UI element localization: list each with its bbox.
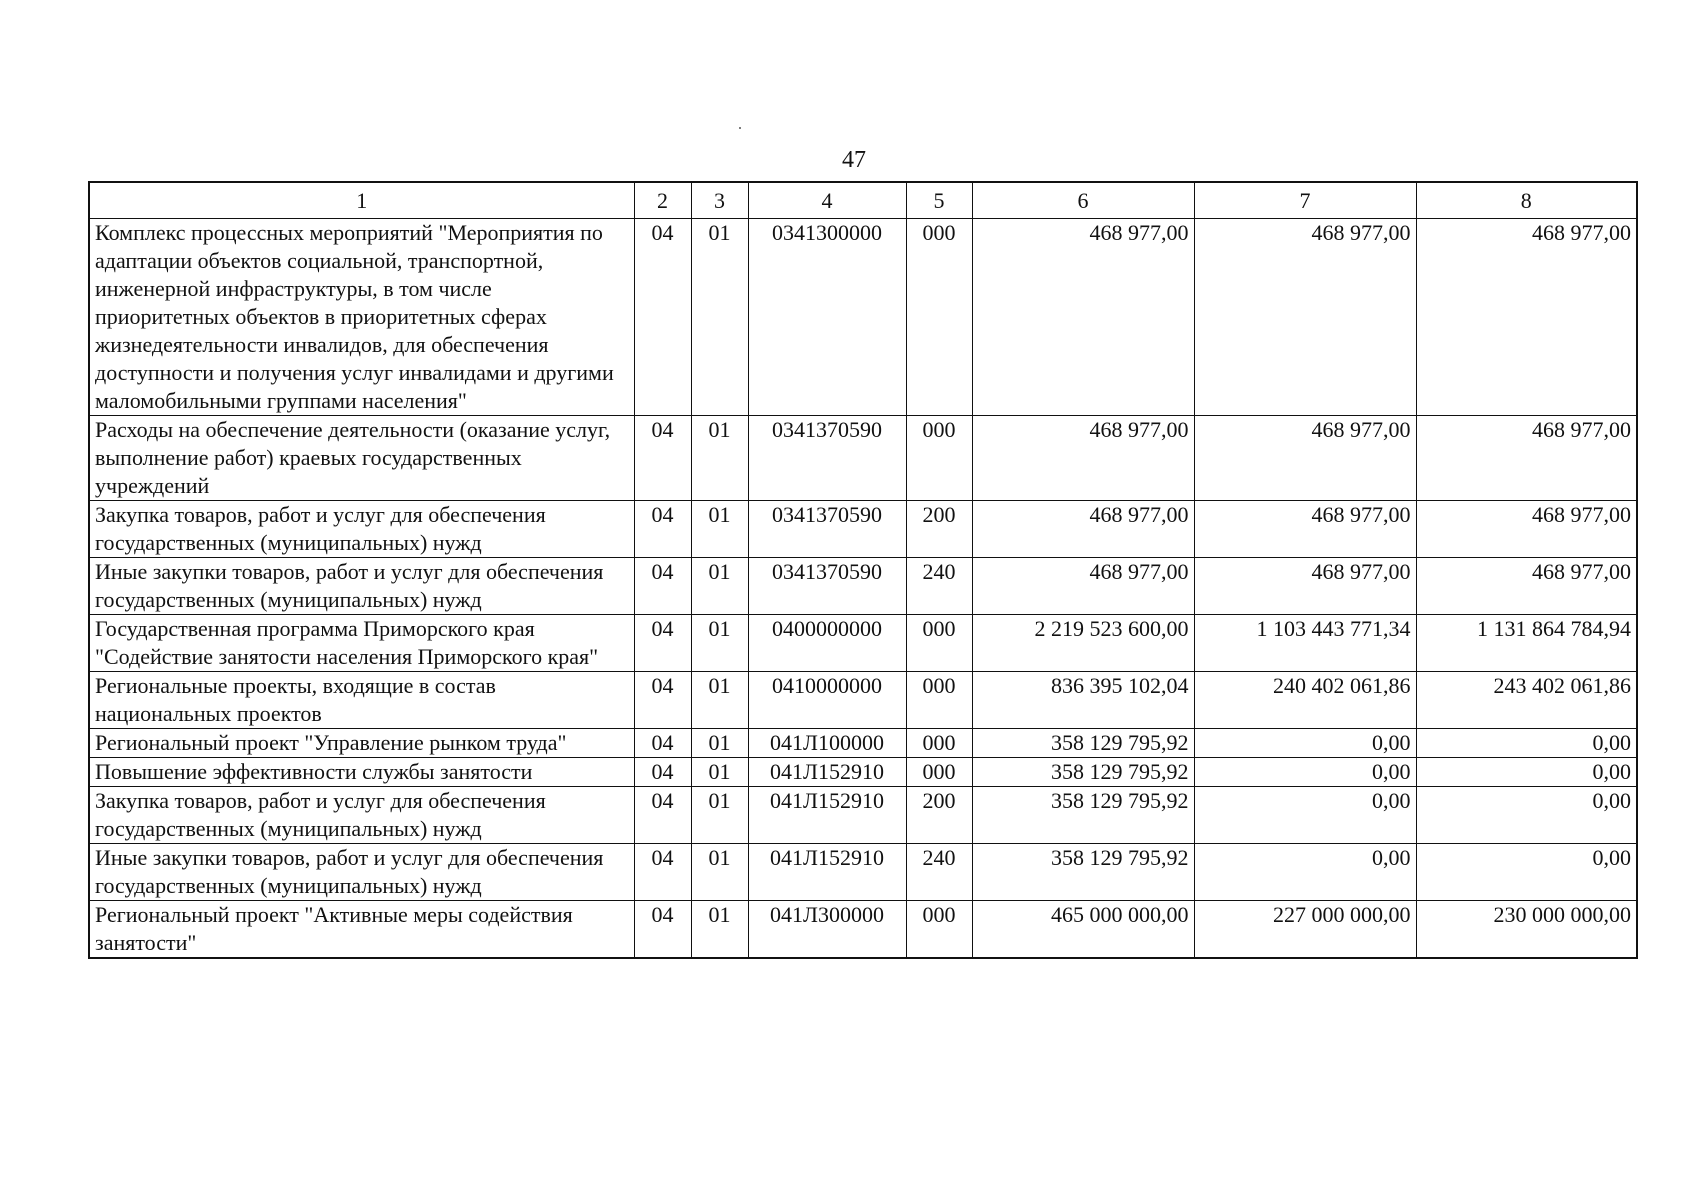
page-number: 47 xyxy=(842,147,866,173)
column-header: 7 xyxy=(1194,182,1416,219)
expense-type-code: 200 xyxy=(906,787,972,844)
target-article-code: 041Л300000 xyxy=(748,901,906,959)
row-name: Комплекс процессных мероприятий "Мероприятия по адаптации объектов социальной, транспортной, инженерной инфраструктуры, в том числе приоритетных объектов в приоритетных сферах жизнедеятельности инвалидов, для обеспечения доступности и получения услуг инвалидами и другими маломобильными группами населения" xyxy=(89,219,634,416)
column-header: 6 xyxy=(972,182,1194,219)
amount-col8: 0,00 xyxy=(1416,758,1637,787)
section-code: 04 xyxy=(634,501,691,558)
amount-col7: 240 402 061,86 xyxy=(1194,672,1416,729)
table-row xyxy=(89,416,1637,501)
row-name: Государственная программа Приморского края "Содействие занятости населения Приморского края" xyxy=(89,615,634,672)
subsection-code: 01 xyxy=(691,729,748,758)
target-article-code: 0341370590 xyxy=(748,558,906,615)
target-article-code: 0341370590 xyxy=(748,501,906,558)
row-name: Иные закупки товаров, работ и услуг для обеспечения государственных (муниципальных) нужд xyxy=(89,844,634,901)
amount-col7: 468 977,00 xyxy=(1194,416,1416,501)
amount-col6: 465 000 000,00 xyxy=(972,901,1194,959)
subsection-code: 01 xyxy=(691,901,748,959)
subsection-code: 01 xyxy=(691,787,748,844)
amount-col7: 468 977,00 xyxy=(1194,501,1416,558)
table-row xyxy=(89,501,1637,558)
section-code: 04 xyxy=(634,844,691,901)
amount-col7: 468 977,00 xyxy=(1194,219,1416,416)
amount-col6: 468 977,00 xyxy=(972,501,1194,558)
column-header: 2 xyxy=(634,182,691,219)
amount-col8: 0,00 xyxy=(1416,844,1637,901)
section-code: 04 xyxy=(634,787,691,844)
subsection-code: 01 xyxy=(691,558,748,615)
table-row xyxy=(89,844,1637,901)
amount-col6: 836 395 102,04 xyxy=(972,672,1194,729)
header-row xyxy=(89,182,1637,219)
target-article-code: 041Л152910 xyxy=(748,787,906,844)
amount-col8: 1 131 864 784,94 xyxy=(1416,615,1637,672)
expense-type-code: 240 xyxy=(906,558,972,615)
amount-col8: 230 000 000,00 xyxy=(1416,901,1637,959)
row-name: Расходы на обеспечение деятельности (оказание услуг, выполнение работ) краевых государственных учреждений xyxy=(89,416,634,501)
subsection-code: 01 xyxy=(691,615,748,672)
amount-col7: 0,00 xyxy=(1194,787,1416,844)
expense-type-code: 000 xyxy=(906,901,972,959)
budget-table xyxy=(88,181,1638,959)
expense-type-code: 240 xyxy=(906,844,972,901)
target-article-code: 041Л152910 xyxy=(748,758,906,787)
amount-col7: 0,00 xyxy=(1194,758,1416,787)
row-name: Повышение эффективности службы занятости xyxy=(89,758,634,787)
section-code: 04 xyxy=(634,901,691,959)
subsection-code: 01 xyxy=(691,416,748,501)
table-row xyxy=(89,219,1637,416)
expense-type-code: 200 xyxy=(906,501,972,558)
section-code: 04 xyxy=(634,558,691,615)
target-article-code: 0410000000 xyxy=(748,672,906,729)
table-row xyxy=(89,901,1637,959)
amount-col7: 227 000 000,00 xyxy=(1194,901,1416,959)
section-code: 04 xyxy=(634,672,691,729)
column-header: 4 xyxy=(748,182,906,219)
section-code: 04 xyxy=(634,758,691,787)
subsection-code: 01 xyxy=(691,844,748,901)
section-code: 04 xyxy=(634,416,691,501)
subsection-code: 01 xyxy=(691,672,748,729)
column-header: 3 xyxy=(691,182,748,219)
row-name: Региональный проект "Управление рынком труда" xyxy=(89,729,634,758)
subsection-code: 01 xyxy=(691,501,748,558)
amount-col6: 358 129 795,92 xyxy=(972,729,1194,758)
column-header: 1 xyxy=(89,182,634,219)
amount-col8: 468 977,00 xyxy=(1416,501,1637,558)
amount-col8: 468 977,00 xyxy=(1416,416,1637,501)
amount-col8: 243 402 061,86 xyxy=(1416,672,1637,729)
row-name: Закупка товаров, работ и услуг для обеспечения государственных (муниципальных) нужд xyxy=(89,501,634,558)
target-article-code: 0400000000 xyxy=(748,615,906,672)
table-row xyxy=(89,729,1637,758)
amount-col8: 468 977,00 xyxy=(1416,219,1637,416)
amount-col7: 468 977,00 xyxy=(1194,558,1416,615)
amount-col6: 358 129 795,92 xyxy=(972,844,1194,901)
amount-col7: 0,00 xyxy=(1194,729,1416,758)
amount-col6: 468 977,00 xyxy=(972,219,1194,416)
section-code: 04 xyxy=(634,219,691,416)
target-article-code: 041Л100000 xyxy=(748,729,906,758)
table-row xyxy=(89,758,1637,787)
amount-col6: 358 129 795,92 xyxy=(972,758,1194,787)
table-row xyxy=(89,558,1637,615)
target-article-code: 041Л152910 xyxy=(748,844,906,901)
amount-col6: 468 977,00 xyxy=(972,416,1194,501)
section-code: 04 xyxy=(634,615,691,672)
table-row xyxy=(89,672,1637,729)
amount-col7: 0,00 xyxy=(1194,844,1416,901)
column-header: 8 xyxy=(1416,182,1637,219)
row-name: Иные закупки товаров, работ и услуг для обеспечения государственных (муниципальных) нужд xyxy=(89,558,634,615)
expense-type-code: 000 xyxy=(906,729,972,758)
expense-type-code: 000 xyxy=(906,416,972,501)
amount-col7: 1 103 443 771,34 xyxy=(1194,615,1416,672)
amount-col8: 0,00 xyxy=(1416,787,1637,844)
subsection-code: 01 xyxy=(691,219,748,416)
column-header: 5 xyxy=(906,182,972,219)
target-article-code: 0341300000 xyxy=(748,219,906,416)
amount-col8: 468 977,00 xyxy=(1416,558,1637,615)
amount-col6: 468 977,00 xyxy=(972,558,1194,615)
expense-type-code: 000 xyxy=(906,758,972,787)
scan-speck xyxy=(739,127,741,129)
row-name: Закупка товаров, работ и услуг для обеспечения государственных (муниципальных) нужд xyxy=(89,787,634,844)
target-article-code: 0341370590 xyxy=(748,416,906,501)
amount-col6: 358 129 795,92 xyxy=(972,787,1194,844)
expense-type-code: 000 xyxy=(906,672,972,729)
amount-col6: 2 219 523 600,00 xyxy=(972,615,1194,672)
row-name: Региональные проекты, входящие в состав национальных проектов xyxy=(89,672,634,729)
table-row xyxy=(89,787,1637,844)
expense-type-code: 000 xyxy=(906,615,972,672)
section-code: 04 xyxy=(634,729,691,758)
expense-type-code: 000 xyxy=(906,219,972,416)
amount-col8: 0,00 xyxy=(1416,729,1637,758)
table-row xyxy=(89,615,1637,672)
row-name: Региональный проект "Активные меры содействия занятости" xyxy=(89,901,634,959)
subsection-code: 01 xyxy=(691,758,748,787)
